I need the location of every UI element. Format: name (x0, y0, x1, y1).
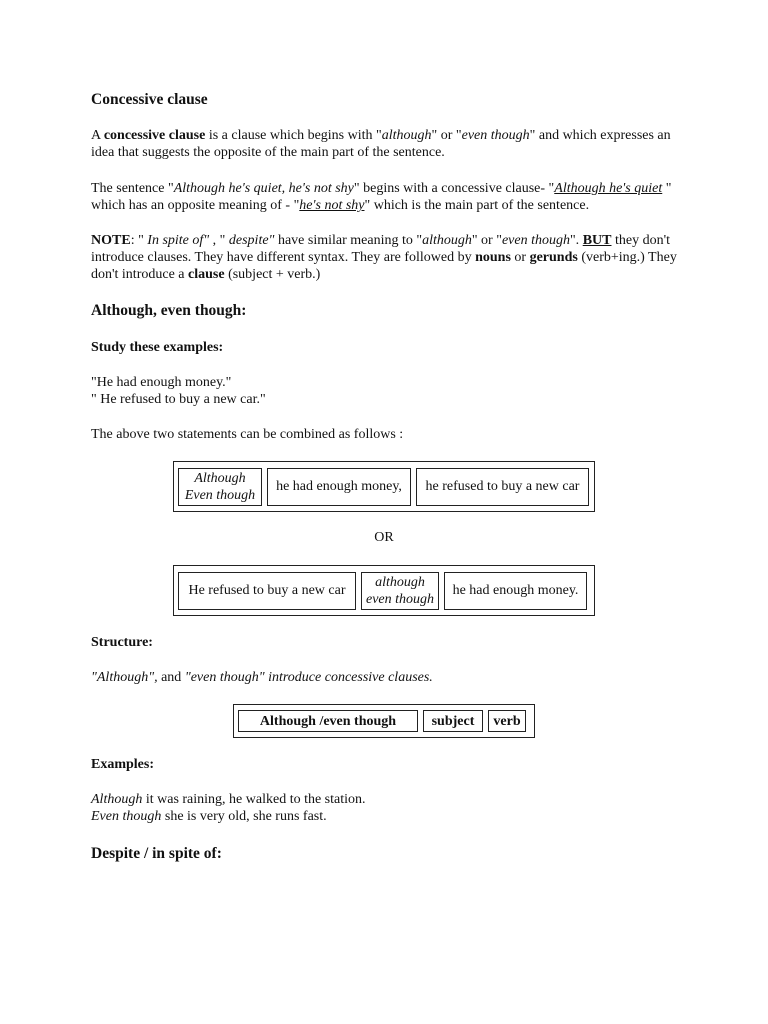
clause-cell: he had enough money. (444, 572, 587, 610)
structure-conjunction-cell: Although /even though (238, 710, 418, 732)
clause-cell: he refused to buy a new car (416, 468, 589, 506)
example-sentence: Even though she is very old, she runs fast. (91, 809, 327, 824)
structure-heading: Structure: (91, 635, 153, 650)
combined-text: The above two statements can be combined as follows : (91, 427, 404, 442)
page-title: Concessive clause (91, 91, 208, 108)
conjunction-cell: although even though (361, 572, 439, 610)
structure-table (233, 704, 535, 738)
structure-subject-cell: subject (423, 710, 483, 732)
examples-heading: Examples: (91, 757, 154, 772)
study-heading: Study these examples: (91, 340, 224, 355)
intro-paragraph: A concessive clause is a clause which begins with "although" or "even though" and which expresses an idea that suggests the opposite of the main part of the sentence. (91, 128, 671, 160)
or-separator: OR (374, 530, 394, 545)
section-heading-although: Although, even though: (91, 302, 247, 319)
structure-verb-cell: verb (488, 710, 526, 732)
clause-cell: he had enough money, (267, 468, 411, 506)
example-line-1: "He had enough money." (91, 375, 232, 390)
note-paragraph: NOTE: " In spite of" , " despite" have similar meaning to "although" or "even though". BUT they don't introduce clauses. They have different syntax. They are followed by nouns or gerunds (verb+ing.) They don't introduce a clause (subject + verb.) (91, 233, 677, 282)
note-label: NOTE (91, 233, 131, 248)
example-sentence: Although it was raining, he walked to the station. (91, 792, 366, 807)
example-sentence-paragraph: The sentence "Although he's quiet, he's not shy" begins with a concessive clause- "Although he's quiet " which has an opposite meaning of - "he's not shy" which is the main part of the sentence. (91, 181, 672, 213)
combination-table-2 (173, 565, 595, 616)
section-heading-despite: Despite / in spite of: (91, 845, 222, 862)
combination-table-1 (173, 461, 595, 512)
example-line-2: " He refused to buy a new car." (91, 392, 266, 407)
term-concessive-clause: concessive clause (103, 128, 206, 143)
clause-cell: He refused to buy a new car (178, 572, 356, 610)
structure-line: "Although", and "even though" introduce concessive clauses. (91, 670, 433, 685)
conjunction-cell: Although Even though (178, 468, 262, 506)
main-clause-example: he's not shy (299, 198, 365, 213)
but-emphasis: BUT (582, 233, 612, 248)
concessive-clause-example: Although he's quiet (554, 181, 663, 196)
